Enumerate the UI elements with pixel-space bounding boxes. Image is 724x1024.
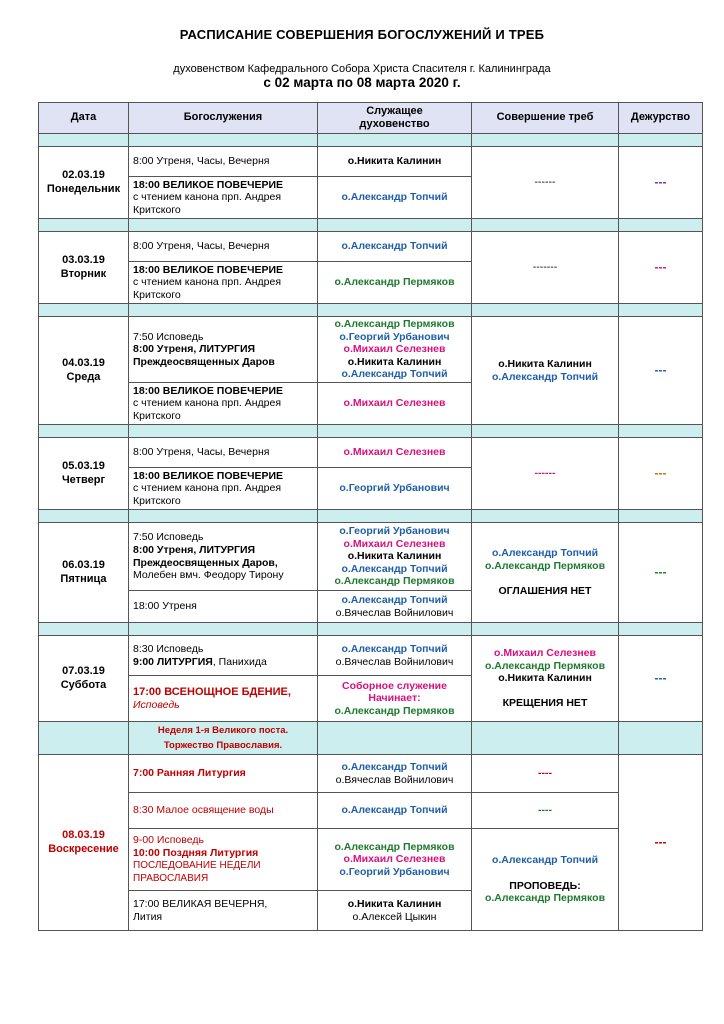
table-row — [39, 147, 703, 177]
date-cell: 06.03.19 Пятница — [39, 523, 129, 623]
clergy-cell: о.Александр Топчий о.Вячеслав Войнилович — [318, 636, 472, 676]
schedule-table — [38, 102, 703, 931]
date-cell: 07.03.19 Суббота — [39, 636, 129, 722]
treb-cell: ---- — [472, 793, 619, 829]
service-cell: 7:50 Исповедь 8:00 Утреня, ЛИТУРГИЯ Преждеосвященных Даров — [129, 317, 318, 383]
date-cell: 08.03.19 Воскресение — [39, 755, 129, 931]
schedule-period: с 02 марта по 08 марта 2020 г. — [263, 75, 461, 90]
date-cell: 03.03.19 Вторник — [39, 232, 129, 304]
service-cell: 17:00 ВЕЛИКАЯ ВЕЧЕРНЯ, Лития — [129, 891, 318, 931]
treb-cell: о.Александр Топчий о.Александр Пермяков ОГЛАШЕНИЯ НЕТ — [472, 523, 619, 623]
separator-row — [39, 134, 703, 147]
service-cell: 7:50 Исповедь 8:00 Утреня, ЛИТУРГИЯ Преждеосвященных Даров, Молебен вмч. Феодору Тирону — [129, 523, 318, 591]
feast-note: Неделя 1-я Великого поста. Торжество Православия. — [129, 722, 318, 755]
duty-cell: --- — [619, 232, 703, 304]
separator-row — [39, 425, 703, 438]
clergy-cell: о.Александр Топчий — [318, 177, 472, 219]
service-cell: 8:30 Исповедь 9:00 ЛИТУРГИЯ, Панихида — [129, 636, 318, 676]
separator-row — [39, 722, 703, 755]
duty-cell: --- — [619, 755, 703, 931]
treb-cell: ---- — [472, 755, 619, 793]
clergy-cell: о.Александр Пермяков о.Михаил Селезнев о.Георгий Урбанович — [318, 829, 472, 891]
table-row — [39, 793, 703, 829]
clergy-cell: о.Александр Топчий — [318, 793, 472, 829]
service-cell: 18:00 ВЕЛИКОЕ ПОВЕЧЕРИЕ с чтением канона прп. Андрея Критского — [129, 262, 318, 304]
service-cell: 18:00 ВЕЛИКОЕ ПОВЕЧЕРИЕ с чтением канона прп. Андрея Критского — [129, 177, 318, 219]
clergy-cell: о.Георгий Урбанович — [318, 468, 472, 510]
date-cell: 05.03.19 Четверг — [39, 438, 129, 510]
duty-cell: --- — [619, 636, 703, 722]
table-row — [39, 438, 703, 468]
clergy-cell: о.Александр Пермяков о.Георгий Урбанович о.Михаил Селезнев о.Никита Калинин о.Александр Топчий — [318, 317, 472, 383]
service-cell: 9-00 Исповедь 10:00 Поздняя Литургия ПОСЛЕДОВАНИЕ НЕДЕЛИ ПРАВОСЛАВИЯ — [129, 829, 318, 891]
table-row — [39, 232, 703, 262]
service-cell: 8:30 Малое освящение воды — [129, 793, 318, 829]
service-cell: 8:00 Утреня, Часы, Вечерня — [129, 438, 318, 468]
service-cell: 18:00 ВЕЛИКОЕ ПОВЕЧЕРИЕ с чтением канона прп. Андрея Критского — [129, 468, 318, 510]
clergy-cell: Соборное служение Начинает: о.Александр Пермяков — [318, 676, 472, 722]
treb-cell: о.Михаил Селезнев о.Александр Пермяков о.Никита Калинин КРЕЩЕНИЯ НЕТ — [472, 636, 619, 722]
col-duty: Дежурство — [619, 103, 703, 134]
separator-row — [39, 219, 703, 232]
separator-row — [39, 304, 703, 317]
clergy-cell: о.Никита Калинин о.Алексей Цыкин — [318, 891, 472, 931]
duty-cell: --- — [619, 147, 703, 219]
treb-cell: ------- — [472, 232, 619, 304]
clergy-cell: о.Михаил Селезнев — [318, 383, 472, 425]
date-cell: 04.03.19 Среда — [39, 317, 129, 425]
treb-cell: ------ — [472, 147, 619, 219]
duty-cell: --- — [619, 317, 703, 425]
table-row — [39, 829, 703, 891]
clergy-cell: о.Александр Топчий о.Вячеслав Войнилович — [318, 591, 472, 623]
table-row — [39, 636, 703, 676]
col-date: Дата — [39, 103, 129, 134]
page-subtitle: духовенством Кафедрального Собора Христа Спасителя г. Калининграда — [173, 63, 551, 75]
page-title: РАСПИСАНИЕ СОВЕРШЕНИЯ БОГОСЛУЖЕНИЙ И ТРЕБ — [179, 27, 545, 42]
clergy-cell: о.Александр Пермяков — [318, 262, 472, 304]
service-cell: 8:00 Утреня, Часы, Вечерня — [129, 147, 318, 177]
service-cell: 18:00 ВЕЛИКОЕ ПОВЕЧЕРИЕ с чтением канона прп. Андрея Критского — [129, 383, 318, 425]
service-cell: 8:00 Утреня, Часы, Вечерня — [129, 232, 318, 262]
service-cell: 17:00 ВСЕНОЩНОЕ БДЕНИЕ, Исповедь — [129, 676, 318, 722]
header-row — [39, 103, 703, 134]
table-row — [39, 523, 703, 591]
clergy-cell: о.Михаил Селезнев — [318, 438, 472, 468]
col-clergy: Служащее духовенство — [318, 103, 472, 134]
col-services: Богослужения — [129, 103, 318, 134]
service-cell: 18:00 Утреня — [129, 591, 318, 623]
clergy-cell: о.Александр Топчий — [318, 232, 472, 262]
clergy-cell: о.Александр Топчий о.Вячеслав Войнилович — [318, 755, 472, 793]
treb-cell: о.Никита Калинин о.Александр Топчий — [472, 317, 619, 425]
treb-cell: о.Александр Топчий ПРОПОВЕДЬ: о.Александр Пермяков — [472, 829, 619, 931]
clergy-cell: о.Никита Калинин — [318, 147, 472, 177]
duty-cell: --- — [619, 438, 703, 510]
col-trebs: Совершение треб — [472, 103, 619, 134]
table-row — [39, 317, 703, 383]
table-row — [39, 755, 703, 793]
treb-cell: ------ — [472, 438, 619, 510]
clergy-cell: о.Георгий Урбанович о.Михаил Селезнев о.Никита Калинин о.Александр Топчий о.Александр Пермяков — [318, 523, 472, 591]
service-cell: 7:00 Ранняя Литургия — [129, 755, 318, 793]
separator-row — [39, 623, 703, 636]
separator-row — [39, 510, 703, 523]
date-cell: 02.03.19 Понедельник — [39, 147, 129, 219]
duty-cell: --- — [619, 523, 703, 623]
